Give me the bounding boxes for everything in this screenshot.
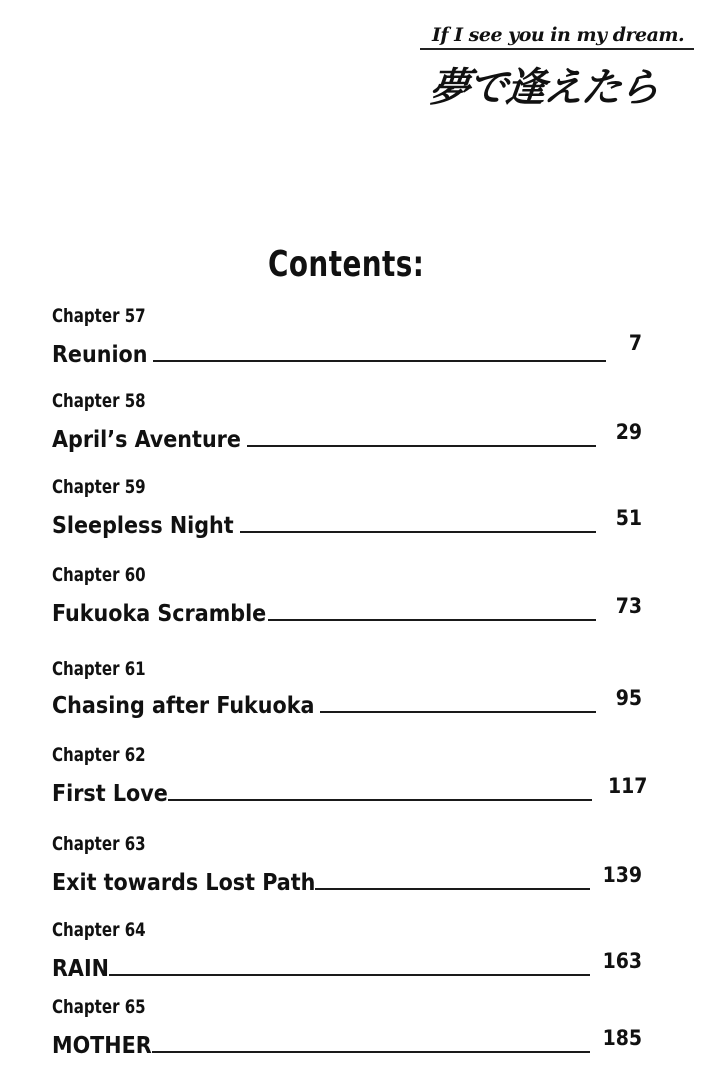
chapter-number: Chapter 57 [52,305,146,327]
dot-leader [153,360,606,362]
chapter-number: Chapter 63 [52,833,146,855]
chapter-line [52,331,642,370]
page-number: 95 [615,686,642,710]
dot-leader [109,974,590,976]
page-number: 51 [615,506,642,530]
dot-leader [315,888,590,890]
toc-entry [52,832,642,898]
toc-entry [52,563,642,629]
chapter-line [52,948,642,984]
chapter-number: Chapter 62 [52,744,146,766]
dot-leader [268,619,596,621]
chapter-title: Chasing after Fukuoka [52,693,315,719]
chapter-line [52,505,642,541]
dot-leader [152,1051,590,1053]
toc-entry [52,918,642,984]
chapter-line [52,593,642,629]
chapter-title: Reunion [52,342,148,368]
series-subtitle: If I see you in my dream. [432,24,685,46]
chapter-title: First Love [52,781,168,807]
dot-leader [240,531,596,533]
chapter-line [52,685,642,721]
chapter-number: Chapter 60 [52,564,146,586]
toc-entry [52,304,642,370]
chapter-line [52,862,642,898]
chapter-line [52,419,642,455]
toc-entry [52,743,648,809]
chapter-title: Fukuoka Scramble [52,601,267,627]
dot-leader [168,799,592,801]
header-divider [420,48,694,50]
toc-entry [52,389,642,455]
chapter-number: Chapter 64 [52,919,146,941]
contents-heading: Contents: [268,244,425,285]
chapter-line [52,1025,642,1061]
chapter-title: Sleepless Night [52,513,234,539]
dot-leader [247,445,596,447]
chapter-title: April’s Aventure [52,427,241,453]
series-title-japanese: 夢で逢えたら [427,63,661,111]
toc-entry [52,475,642,541]
page-number: 7 [628,331,642,355]
chapter-number: Chapter 61 [52,658,146,680]
dot-leader [320,711,596,713]
page-number: 73 [615,594,642,618]
toc-entry [52,657,642,721]
page-number: 163 [602,949,642,973]
chapter-title: Exit towards Lost Path [52,870,316,896]
toc-entry [52,995,642,1061]
chapter-line [52,773,648,809]
page-number: 117 [608,774,648,798]
page-number: 139 [602,863,642,887]
page-number: 29 [615,420,642,444]
chapter-number: Chapter 65 [52,996,146,1018]
chapter-title: RAIN [52,956,109,982]
chapter-number: Chapter 58 [52,390,146,412]
page-number: 185 [602,1026,642,1050]
chapter-title: MOTHER [52,1033,152,1059]
series-header [420,24,696,113]
chapter-number: Chapter 59 [52,476,146,498]
